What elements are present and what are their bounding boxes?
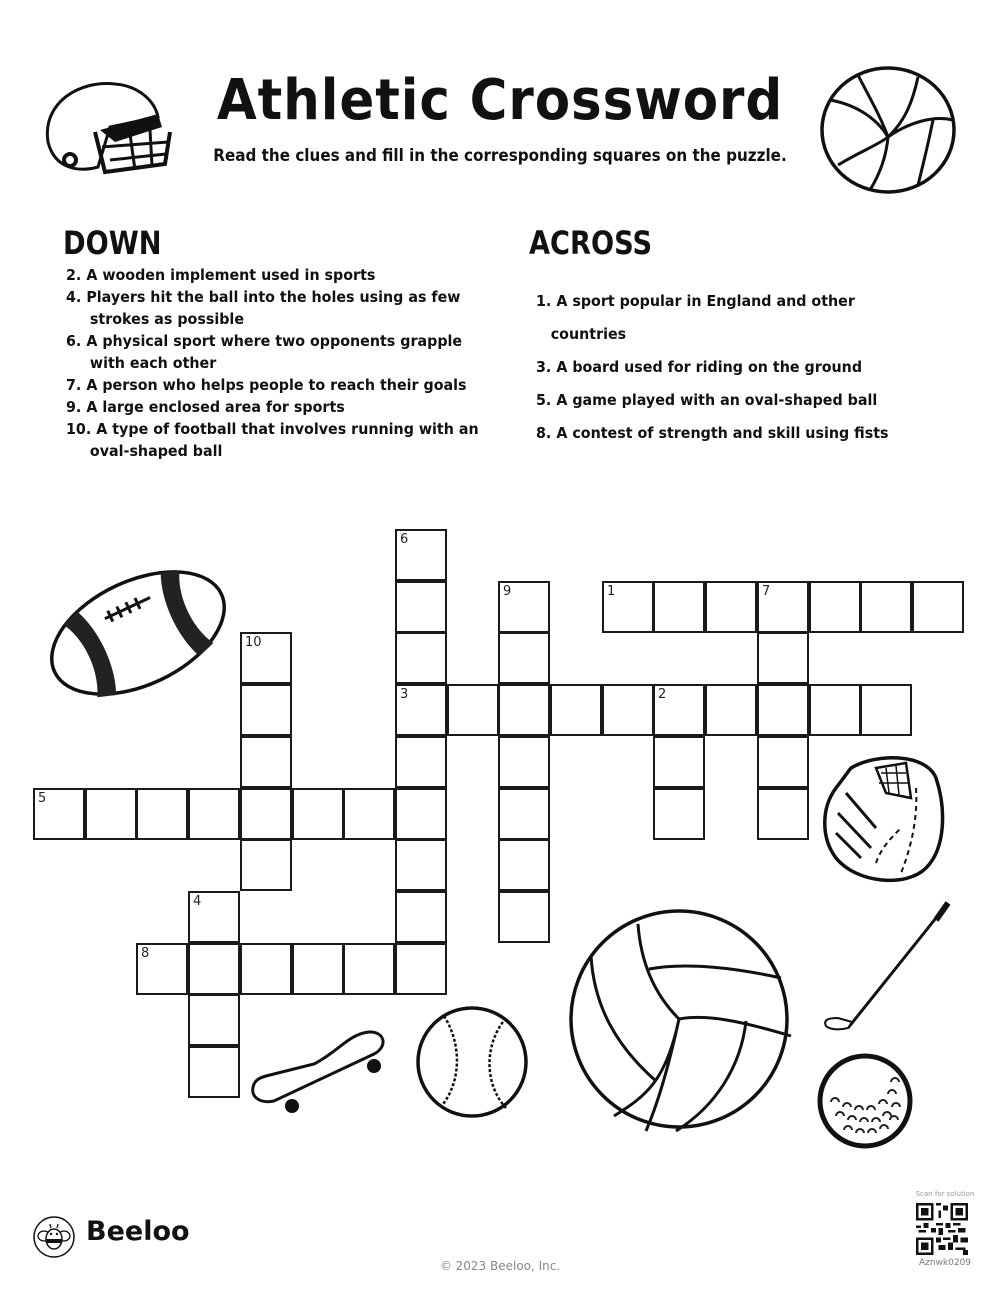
crossword-cell[interactable] (705, 684, 757, 736)
crossword-cell[interactable] (860, 684, 912, 736)
clue-number: 2. (66, 266, 82, 284)
clue-number: 3. (536, 358, 552, 376)
crossword-cell[interactable] (395, 943, 447, 995)
copyright: © 2023 Beeloo, Inc. (439, 1259, 561, 1273)
crossword-cell[interactable] (188, 891, 240, 943)
crossword-cell[interactable] (292, 788, 344, 840)
clue-text: A person who helps people to reach their goals (86, 376, 467, 394)
clue-text: A game played with an oval-shaped ball (556, 391, 878, 409)
clue-number: 6. (66, 332, 82, 350)
cell-number: 3 (400, 687, 409, 702)
crossword-cell[interactable] (757, 581, 809, 633)
crossword-cell[interactable] (860, 581, 912, 633)
clue-text: A physical sport where two opponents grapple with each other (86, 332, 463, 372)
across-heading: ACROSS (529, 224, 653, 262)
crossword-cell[interactable] (498, 788, 550, 840)
crossword-cell[interactable] (498, 839, 550, 891)
scan-label: Scan for solution (915, 1190, 975, 1198)
cell-number: 10 (245, 635, 262, 650)
crossword-cell[interactable] (188, 1046, 240, 1098)
clue-text: A sport popular in England and other countries (550, 292, 855, 343)
crossword-cell[interactable] (240, 684, 292, 736)
crossword-cell[interactable] (188, 943, 240, 995)
clue-text: A contest of strength and skill using fists (556, 424, 889, 442)
cell-number: 9 (503, 584, 512, 599)
crossword-cell[interactable] (653, 788, 705, 840)
crossword-cell[interactable] (653, 581, 705, 633)
crossword-cell[interactable] (602, 581, 654, 633)
cell-number: 1 (607, 584, 616, 599)
crossword-cell[interactable] (136, 943, 188, 995)
clue-number: 1. (536, 292, 552, 310)
crossword-cell[interactable] (705, 581, 757, 633)
clue-text: A wooden implement used in sports (86, 266, 376, 284)
clue-number: 10. (66, 420, 92, 438)
crossword-cell[interactable] (33, 788, 85, 840)
clue-number: 8. (536, 424, 552, 442)
crossword-cell[interactable] (240, 632, 292, 684)
clue-number: 5. (536, 391, 552, 409)
crossword-cell[interactable] (395, 581, 447, 633)
puzzle-code: Aznwk0209 (918, 1258, 972, 1268)
beeloo-logo-icon (32, 1215, 76, 1259)
cell-number: 5 (38, 791, 47, 806)
crossword-cell[interactable] (498, 736, 550, 788)
crossword-cell[interactable] (188, 994, 240, 1046)
crossword-cell[interactable] (240, 943, 292, 995)
crossword-cell[interactable] (498, 581, 550, 633)
crossword-cell[interactable] (240, 736, 292, 788)
crossword-cell[interactable] (809, 581, 861, 633)
page-subtitle: Read the clues and fill in the corresponding squares on the puzzle. (213, 146, 787, 165)
crossword-cell[interactable] (653, 736, 705, 788)
clue-number: 7. (66, 376, 82, 394)
crossword-cell[interactable] (912, 581, 964, 633)
crossword-cell[interactable] (757, 684, 809, 736)
crossword-cell[interactable] (653, 684, 705, 736)
clue-text: A large enclosed area for sports (86, 398, 345, 416)
crossword-cell[interactable] (602, 684, 654, 736)
cell-number: 2 (658, 687, 667, 702)
crossword-cell[interactable] (550, 684, 602, 736)
crossword-cell[interactable] (85, 788, 137, 840)
crossword-cell[interactable] (757, 632, 809, 684)
crossword-cell[interactable] (343, 943, 395, 995)
crossword-cell[interactable] (395, 736, 447, 788)
crossword-cell[interactable] (240, 839, 292, 891)
page-title: Athletic Crossword (216, 68, 784, 133)
cell-number: 8 (141, 946, 150, 961)
crossword-cell[interactable] (136, 788, 188, 840)
cell-number: 4 (193, 894, 202, 909)
clue-number: 9. (66, 398, 82, 416)
clue-number: 4. (66, 288, 82, 306)
clue-text: A type of football that involves running with an oval-shaped ball (89, 420, 479, 460)
crossword-cell[interactable] (395, 529, 447, 581)
crossword-cell[interactable] (395, 632, 447, 684)
cell-number: 6 (400, 532, 409, 547)
crossword-cell[interactable] (292, 943, 344, 995)
crossword-cell[interactable] (240, 788, 292, 840)
crossword-cell[interactable] (447, 684, 499, 736)
brand-name: Beeloo (86, 1216, 190, 1247)
crossword-cell[interactable] (809, 684, 861, 736)
clue-text: A board used for riding on the ground (556, 358, 863, 376)
cell-number: 7 (762, 584, 771, 599)
crossword-cell[interactable] (757, 788, 809, 840)
crossword-cell[interactable] (498, 684, 550, 736)
crossword-cell[interactable] (395, 839, 447, 891)
crossword-cell[interactable] (757, 736, 809, 788)
crossword-cell[interactable] (188, 788, 240, 840)
crossword-cell[interactable] (395, 891, 447, 943)
crossword-cell[interactable] (395, 684, 447, 736)
crossword-cell[interactable] (343, 788, 395, 840)
clue-text: Players hit the ball into the holes using as few strokes as possible (86, 288, 461, 328)
crossword-cell[interactable] (395, 788, 447, 840)
crossword-cell[interactable] (498, 632, 550, 684)
down-heading: DOWN (63, 224, 162, 262)
qr-code-icon[interactable] (916, 1203, 968, 1255)
crossword-cell[interactable] (498, 891, 550, 943)
